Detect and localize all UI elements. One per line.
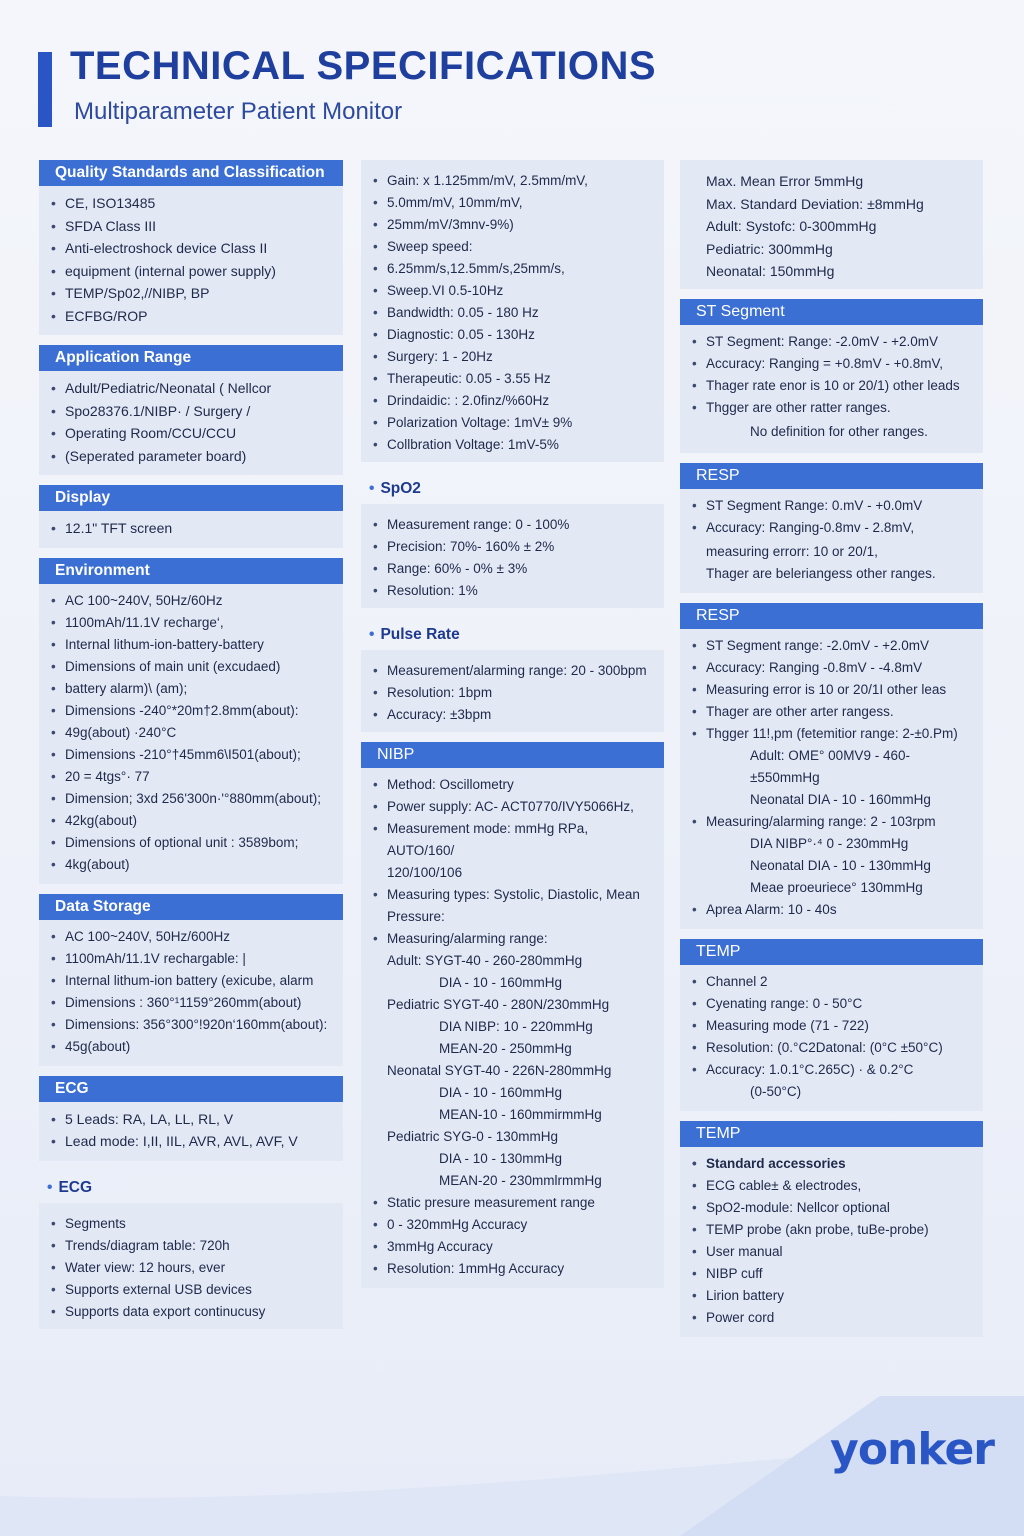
list-item: • Resolution: 1% [373,580,654,602]
column-2 [361,160,664,1298]
list-item: • Adult/Pediatric/Neonatal ( Nellcor [51,377,333,400]
environment-heading: Environment [39,558,343,584]
list-item: • Resolution: (0.°C2Datonal: (0°C ±50°C) [692,1037,973,1059]
list-item: • Supports external USB devices [51,1279,333,1301]
list-item: • 3mmHg Accuracy [373,1236,654,1258]
list-item: • Measuring/alarming range: 2 - 103rpm [692,811,973,833]
list-item: • Collbration Voltage: 1mV-5% [373,434,654,456]
list-item: MEAN-20 - 230mmlrmmHg [439,1173,602,1188]
resp2-list [680,629,983,923]
gain-box [361,160,664,462]
list-item: • Thgger are other ratter ranges. [692,397,973,419]
resp1-heading: RESP [680,463,983,489]
spo2-label: • SpO2 [369,480,421,497]
list-item: • 20 = 4tgs°· 77 [51,766,333,788]
list-item: • 5.0mm/mV, 10mm/mV, [373,192,654,214]
list-item: • Water view: 12 hours, ever [51,1257,333,1279]
storage-list [39,920,343,1060]
list-item: • Dimensions : 360°¹1159°260mm(about) [51,992,333,1014]
list-item: • Measuring types: Systolic, Diastolic, Mean [373,884,654,906]
resp2-card [680,603,983,929]
list-item: Adult: OME° 00MV9 - 460-±550mmHg [750,747,910,785]
resp1-list [680,489,983,541]
list-item: • 0 - 320mmHg Accuracy [373,1214,654,1236]
list-item: • 4kg(about) [51,854,333,876]
list-item: • Measurement/alarming range: 20 - 300bpm [373,660,654,682]
nibp-list [361,768,664,1282]
list-item: Thager are beleriangess other ranges. [706,565,936,581]
list-item: • Measurement mode: mmHg RPa, AUTO/160/ [373,818,654,862]
list-item: • Dimension; 3xd 256'300n·'°880mm(about); [51,788,333,810]
list-item: • 5 Leads: RA, LA, LL, RL, V [51,1108,333,1131]
list-item: • Thgger 11!,pm (fetemitior range: 2-±0.Pm) [692,723,973,745]
spo2-box [361,504,664,608]
list-item: • Cyenating range: 0 - 50°C [692,993,973,1015]
list-item: 120/100/106 [387,865,463,880]
list-item: • Resolution: 1bpm [373,682,654,704]
quality-heading: Quality Standards and Classification [39,160,343,186]
quality-list [39,186,343,329]
pulse-label: • Pulse Rate [369,626,460,643]
list-item: Max. Standard Deviation: ±8mmHg [706,195,924,212]
list-item: Adult: Systofc: 0-300mmHg [706,218,877,234]
storage-card [39,894,343,1066]
st-card [680,299,983,453]
temp1-card [680,939,983,1111]
display-list [39,511,343,542]
spo2-list [361,508,664,604]
list-item: • Surgery: 1 - 20Hz [373,346,654,368]
list-item: • CE, ISO13485 [51,192,333,215]
list-item: • Polarization Voltage: 1mV± 9% [373,412,654,434]
environment-list [39,584,343,878]
list-item: • Dimensions -210°†45mm6\I501(about); [51,744,333,766]
list-item: (0-50°C) [750,1083,802,1099]
st-note: No definition for other ranges. [750,423,928,439]
list-item: • Resolution: 1mmHg Accuracy [373,1258,654,1280]
list-item: • Lirion battery [692,1285,973,1307]
list-item: • Accuracy: Ranging -0.8mV - -4.8mV [692,657,973,679]
column-1 [39,160,343,1339]
list-item: Neonatal DIA - 10 - 160mmHg [750,791,931,807]
nibp-heading: NIBP [361,742,664,768]
column-3 [680,160,983,1347]
list-item: • 25mm/mV/3mnv-9%) [373,214,654,236]
list-item: DIA NIBP: 10 - 220mmHg [439,1019,593,1034]
list-item: • Dimensions -240°*20m†2.8mm(about): [51,700,333,722]
list-item: Pediatric: 300mmHg [706,240,833,257]
list-item: • NIBP cuff [692,1263,973,1285]
list-item: • SpO2-module: Nellcor optional [692,1197,973,1219]
list-item: • ST Segment range: -2.0mV - +2.0mV [692,635,973,657]
list-item: • 45g(about) [51,1036,333,1058]
list-item: • 42kg(about) [51,810,333,832]
list-item: DIA - 10 - 160mmHg [439,1085,563,1100]
list-item: • 12.1" TFT screen [51,517,333,540]
list-item: • Sweep speed: [373,236,654,258]
display-heading: Display [39,485,343,511]
list-item: • battery alarm)\ (am); [51,678,333,700]
ecg-subsection-box [39,1203,343,1329]
list-item: • Anti-electroshock device Class II [51,237,333,260]
list-item: • ST Segment: Range: -2.0mV - +2.0mV [692,331,973,353]
list-item: • Channel 2 [692,971,973,993]
application-card [39,345,343,475]
list-item: • 6.25mm/s,12.5mm/s,25mm/s, [373,258,654,280]
list-item: • Accuracy: Ranging-0.8mv - 2.8mV, [692,517,973,539]
list-item: • ECG cable± & electrodes, [692,1175,973,1197]
st-list [680,325,983,421]
list-item: • Measuring/alarming range: [373,928,654,950]
environment-card [39,558,343,884]
list-item: Pediatric SYGT-40 - 280N/230mmHg [387,997,610,1012]
list-item: • Internal lithum-ion-battery-battery [51,634,333,656]
list-item: • User manual [692,1241,973,1263]
list-item: • SFDA Class III [51,215,333,238]
list-item: • Aprea Alarm: 10 - 40s [692,899,973,921]
list-item: MEAN-20 - 250mmHg [439,1041,572,1056]
list-item: • Operating Room/CCU/CCU [51,422,333,445]
ecg-heading: ECG [39,1076,343,1102]
pulse-title: Pulse Rate [380,626,460,643]
list-item: Adult: SYGT-40 - 260-280mmHg [387,953,583,968]
resp1-extra-list [680,541,983,587]
page-subtitle: Multiparameter Patient Monitor [74,98,403,125]
ecg-subsection-label: • ECG [47,1178,93,1196]
list-item: • Dimensions of main unit (excudaed) [51,656,333,678]
list-item: • Range: 60% - 0% ± 3% [373,558,654,580]
page-title: TECHNICAL SPECIFICATIONS [70,44,657,88]
list-item: • AC 100~240V, 50Hz/60Hz [51,590,333,612]
list-item: • 1100mAh/11.1V rechargable: | [51,948,333,970]
list-item: • Supports data export continucusy [51,1301,333,1323]
list-item: • Method: Oscillometry [373,774,654,796]
list-item: • Trends/diagram table: 720h [51,1235,333,1257]
list-item: • Measuring mode (71 - 722) [692,1015,973,1037]
list-item: • Power supply: AC- ACT0770/IVY5066Hz, [373,796,654,818]
list-item: DIA NIBP°·⁴ 0 - 230mmHg [750,835,909,851]
list-item: • ECFBG/ROP [51,305,333,328]
application-list [39,371,343,469]
list-item: • Internal lithum-ion battery (exicube, alarm [51,970,333,992]
list-item: Pediatric SYG-0 - 130mmHg [387,1129,559,1144]
quality-card [39,160,343,335]
list-item: • Thager rate enor is 10 or 20/1) other leads [692,375,973,397]
application-heading: Application Range [39,345,343,371]
list-item: • Segments [51,1213,333,1235]
list-item: • Accuracy: ±3bpm [373,704,654,726]
ecg-subsection-title: ECG [58,1178,93,1196]
list-item: Pressure: [387,909,445,924]
list-item: • Power cord [692,1307,973,1329]
bp-list [680,164,983,285]
list-item: DIA - 10 - 130mmHg [439,1151,563,1166]
list-item: • TEMP/Sp02,//NIBP, BP [51,282,333,305]
bp-box [680,160,983,289]
list-item: • Standard accessories [692,1153,973,1175]
list-item: • Diagnostic: 0.05 - 130Hz [373,324,654,346]
list-item: Neonatal DIA - 10 - 130mmHg [750,857,931,873]
list-item: • (Seperated parameter board) [51,445,333,468]
resp2-heading: RESP [680,603,983,629]
st-heading: ST Segment [680,299,983,325]
list-item: • Measurement range: 0 - 100% [373,514,654,536]
title-accent-bar [38,52,52,127]
ecg-list [39,1102,343,1155]
list-item: • Accuracy: 1.0.1°C.265C) · & 0.2°C [692,1059,973,1081]
list-item: • Precision: 70%- 160% ± 2% [373,536,654,558]
brand-logo: yonker [830,1424,994,1475]
list-item: Meae proeuriece° 130mmHg [750,879,923,895]
resp1-card [680,463,983,593]
list-item: • Drindaidic: : 2.0finz/%60Hz [373,390,654,412]
list-item: • Dimensions: 356°300°!920n‘160mm(about): [51,1014,333,1036]
list-item: Max. Mean Error 5mmHg [706,173,864,189]
temp2-card [680,1121,983,1337]
temp1-heading: TEMP [680,939,983,965]
list-item: • 49g(about) ·240°C [51,722,333,744]
list-item: • Bandwidth: 0.05 - 180 Hz [373,302,654,324]
temp2-heading: TEMP [680,1121,983,1147]
temp1-list [680,965,983,1105]
list-item: • Thager are other arter rangess. [692,701,973,723]
list-item: DIA - 10 - 160mmHg [439,975,563,990]
pulse-list [361,654,664,728]
list-item: • Static presure measurement range [373,1192,654,1214]
list-item: • Dimensions of optional unit : 3589bom; [51,832,333,854]
pulse-box [361,650,664,732]
ecg-subsection-list [39,1207,343,1325]
list-item: • Lead mode: I,II, IIL, AVR, AVL, AVF, V [51,1130,333,1153]
list-item: Neonatal: 150mmHg [706,263,835,279]
display-card [39,485,343,548]
list-item: • ST Segment Range: 0.mV - +0.0mV [692,495,973,517]
list-item: • Accuracy: Ranging = +0.8mV - +0.8mV, [692,353,973,375]
list-item: • Sweep.VI 0.5-10Hz [373,280,654,302]
list-item: • TEMP probe (akn probe, tuBe-probe) [692,1219,973,1241]
list-item: • Gain: x 1.125mm/mV, 2.5mm/mV, [373,170,654,192]
nibp-card [361,742,664,1288]
list-item: • equipment (internal power supply) [51,260,333,283]
list-item: • AC 100~240V, 50Hz/600Hz [51,926,333,948]
list-item: Neonatal SYGT-40 - 226N-280mmHg [387,1063,612,1078]
temp2-list [680,1147,983,1331]
spo2-title: SpO2 [380,480,421,497]
list-item: • Spo28376.1/NIBP· / Surgery / [51,400,333,423]
list-item: MEAN-10 - 160mmirmmHg [439,1107,602,1122]
storage-heading: Data Storage [39,894,343,920]
list-item: • Measuring error is 10 or 20/1I other leas [692,679,973,701]
list-item: • 1100mAh/11.1V recharge‘, [51,612,333,634]
ecg-card [39,1076,343,1161]
list-item: measuring errorr: 10 or 20/1, [706,543,878,559]
gain-list [361,164,664,458]
list-item: • Therapeutic: 0.05 - 3.55 Hz [373,368,654,390]
